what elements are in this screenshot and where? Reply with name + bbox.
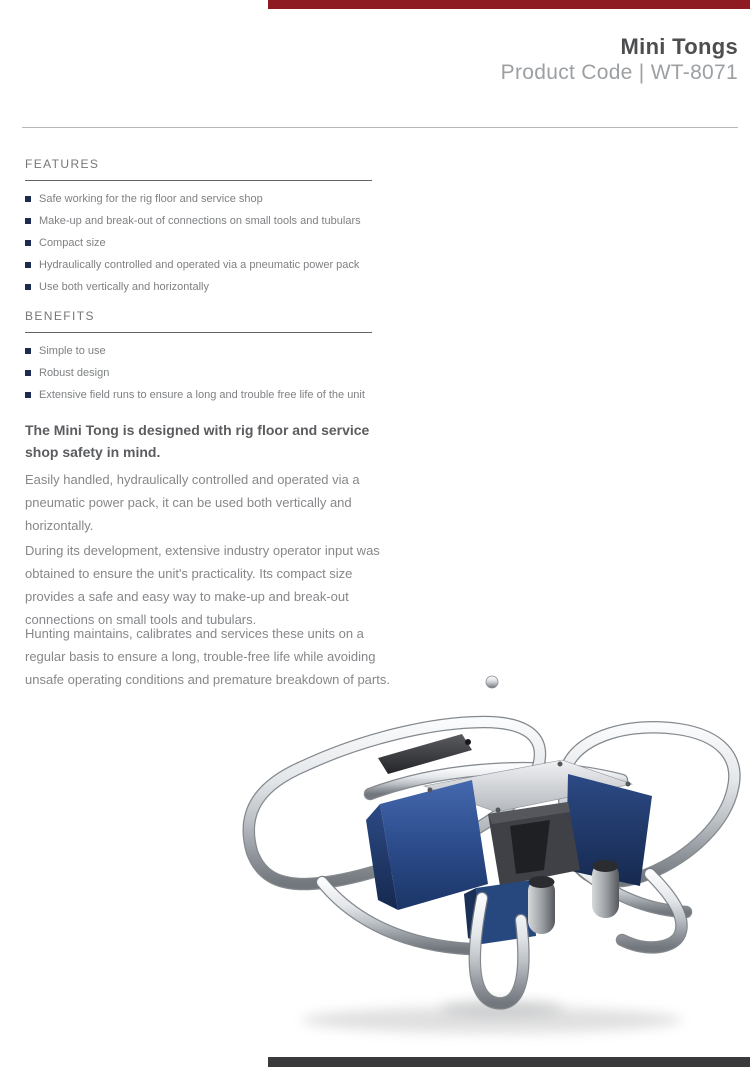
square-bullet-icon [25, 262, 31, 268]
benefits-list [25, 345, 445, 402]
benefit-text: Extensive field runs to ensure a long and trouble free life of the unit [39, 389, 365, 401]
square-bullet-icon [25, 218, 31, 224]
square-bullet-icon [25, 348, 31, 354]
square-bullet-icon [25, 196, 31, 202]
features-heading: FEATURES [25, 157, 100, 171]
bolt [496, 808, 501, 813]
benefit-text: Simple to use [39, 345, 106, 357]
list-item [25, 345, 445, 358]
benefits-divider [25, 332, 372, 333]
feature-text: Use both vertically and horizontally [39, 281, 209, 293]
square-bullet-icon [25, 240, 31, 246]
top-accent-bar [268, 0, 750, 9]
bolt [558, 762, 563, 767]
mini-tongs-render [230, 672, 745, 1054]
benefit-text: Robust design [39, 367, 110, 379]
page-title: Mini Tongs [620, 34, 738, 59]
feature-text: Safe working for the rig floor and service shop [39, 193, 263, 205]
list-item [25, 389, 445, 402]
features-divider [25, 180, 372, 181]
roller-cap [593, 860, 619, 872]
list-item [25, 281, 445, 294]
list-item [25, 367, 445, 380]
square-bullet-icon [25, 370, 31, 376]
header [22, 34, 738, 86]
lift-knob [486, 676, 498, 688]
feature-text: Compact size [39, 237, 106, 249]
feature-text: Make-up and break-out of connections on small tools and tubulars [39, 215, 361, 227]
square-bullet-icon [25, 284, 31, 290]
list-item [25, 237, 445, 250]
features-list [25, 193, 445, 294]
list-item [25, 193, 445, 206]
product-code: Product Code | WT-8071 [500, 61, 738, 84]
square-bullet-icon [25, 392, 31, 398]
feature-text: Hydraulically controlled and operated via a pneumatic power pack [39, 259, 360, 271]
list-item [25, 259, 445, 272]
bolt [465, 739, 471, 745]
jaw-opening [510, 820, 550, 874]
bottom-accent-bar [268, 1057, 750, 1067]
body-paragraph: Easily handled, hydraulically controlled and operated via a pneumatic power pack, it can be used both vertically and horizontally. [25, 472, 360, 533]
bolt [428, 788, 433, 793]
list-item [25, 215, 445, 228]
bolt [626, 782, 631, 787]
body-paragraph: Hunting maintains, calibrates and services these units on a regular basis to ensure a long, trouble-free life while avoiding unsafe operating conditions and premature breakdown of parts. [25, 626, 390, 687]
header-divider [22, 127, 738, 128]
roller-cap [529, 876, 555, 888]
benefits-section [25, 309, 445, 411]
body-paragraph: During its development, extensive industry operator input was obtained to ensure the unit's practicality. Its compact size provides a safe and easy way to make-up and break-out connections on small tools and tubulars. [25, 543, 380, 627]
product-image [230, 672, 745, 1054]
benefits-heading: BENEFITS [25, 309, 95, 323]
intro-statement: The Mini Tong is designed with rig floor and service shop safety in mind. [25, 422, 370, 460]
features-section [25, 157, 445, 303]
